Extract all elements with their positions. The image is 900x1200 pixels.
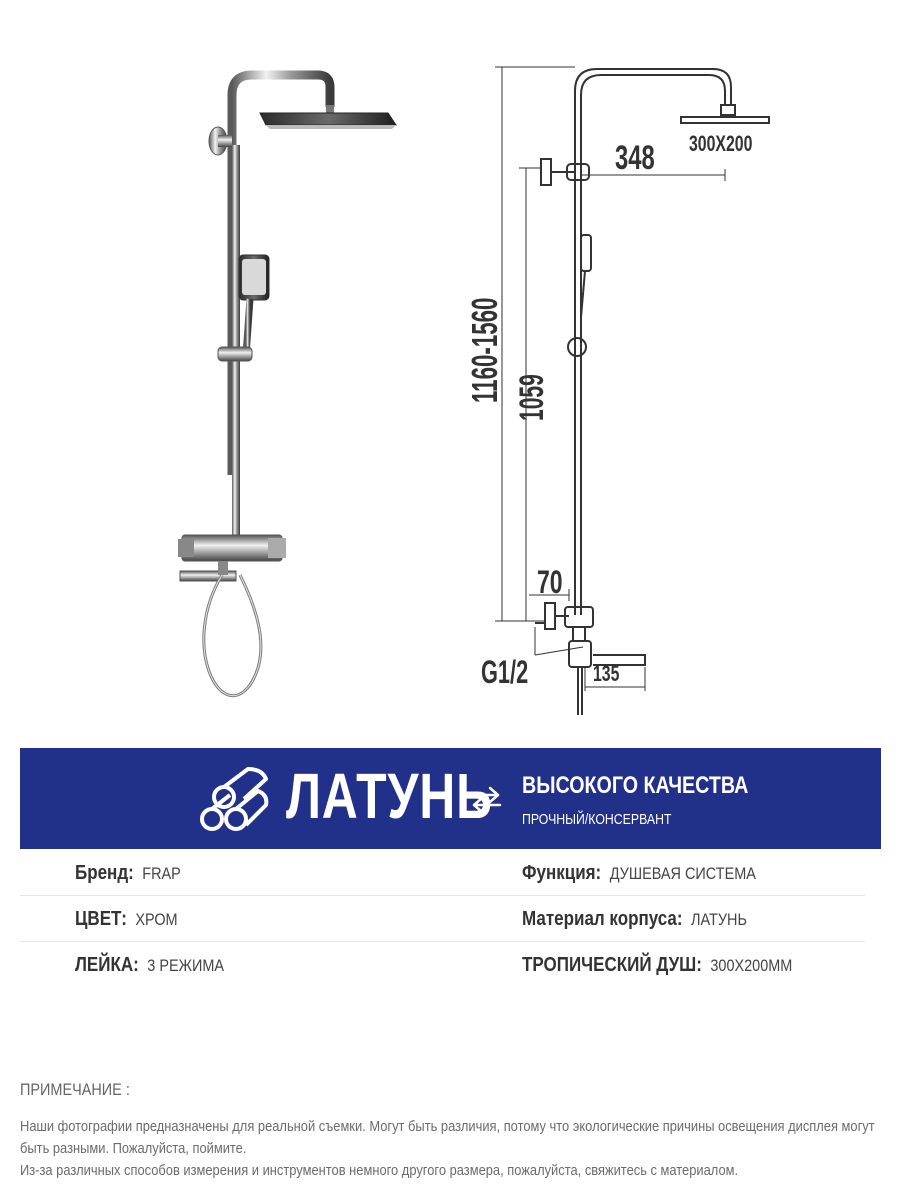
spec-rain-shower (522, 954, 792, 977)
spec-label: Функция: (522, 862, 602, 884)
spec-value: ЛАТУНЬ (691, 910, 747, 929)
spec-value: 300X200MM (710, 956, 793, 975)
material-title: ЛАТУНЬ (286, 760, 493, 832)
spec-label: Бренд: (75, 862, 134, 884)
spec-row (20, 942, 865, 987)
spec-value: ХРОМ (135, 910, 178, 929)
spec-value: FRAP (142, 864, 181, 883)
shower-system-photo (160, 55, 420, 735)
height-range-label: 1160-1560 (465, 297, 506, 403)
spec-color (75, 908, 178, 931)
thread-label: G1/2 (481, 653, 529, 691)
spec-hand-shower (75, 954, 224, 977)
dimension-drawing (455, 55, 785, 735)
rail-height-label: 1059 (511, 374, 551, 421)
spec-label: Материал корпуса: (522, 908, 683, 930)
quality-text: ВЫСОКОГО КАЧЕСТВА (522, 772, 749, 799)
material-banner (20, 748, 881, 849)
note-line-1: Наши фотографии предназначены для реальной съемки. Могут быть различия, потому что экологические причины освещения дисплея могут быть разными. Пожалуйста, поймите. (20, 1118, 875, 1157)
spec-label: ТРОПИЧЕСКИЙ ДУШ: (522, 954, 702, 976)
spout-length-label: 135 (593, 662, 620, 687)
spec-label: ЦВЕТ: (75, 908, 127, 930)
note-line-2: Из-за различных способов измерения и инструментов немного другого размера, пожалуйста, свяжитесь с материалом. (20, 1162, 739, 1179)
arm-length-label: 348 (615, 138, 655, 178)
properties-text: ПРОЧНЫЙ/КОНСЕРВАНТ (522, 811, 672, 828)
spec-brand (75, 862, 181, 885)
swap-arrows-icon (468, 785, 504, 815)
connector-offset-label: 70 (537, 564, 563, 600)
spec-row (20, 850, 865, 896)
brass-pipes-icon (200, 765, 272, 833)
spec-table (20, 850, 865, 987)
spec-label: ЛЕЙКА: (75, 954, 139, 976)
spec-value: 3 РЕЖИМА (147, 956, 225, 975)
spec-row (20, 896, 865, 942)
head-size-label: 300X200 (689, 132, 753, 157)
spec-function (522, 862, 756, 885)
spec-value: ДУШЕВАЯ СИСТЕМА (609, 864, 756, 883)
note-title: ПРИМЕЧАНИЕ : (20, 1080, 130, 1099)
spec-body-material (522, 908, 747, 931)
